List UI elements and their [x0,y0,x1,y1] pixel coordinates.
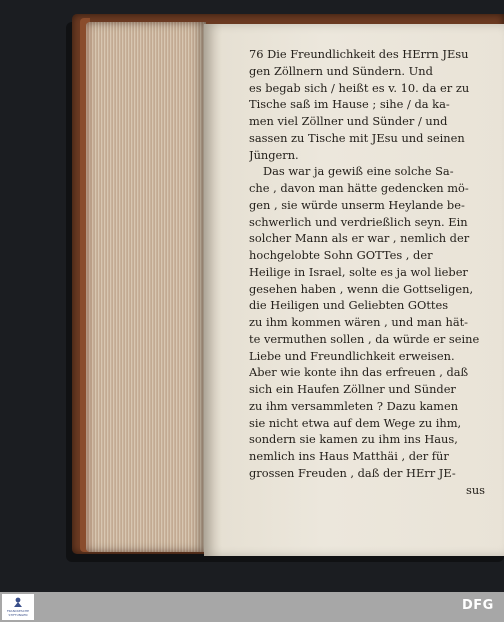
text-line: gen , sie würde unserm Heylande be- [249,197,465,212]
text-line: che , davon man hätte gedencken mö- [249,181,469,195]
library-logo-icon [12,596,24,608]
text-line: solcher Mann als er war , nemlich der [249,231,470,246]
library-logo-text: FRANCKESCHE STIFTUNGEN [6,610,30,617]
text-line: Aber wie konte ihn das erfreuen , daß [249,365,469,380]
library-logo[interactable] [2,594,34,620]
text-line: gesehen haben , wenn die Gottseligen, [249,281,474,296]
text-line: gen Zöllnern und Sündern. Und [249,63,433,78]
text-line: Jüngern. [249,147,299,162]
text-line: schwerlich und verdrießlich seyn. Ein [249,214,468,229]
text-line: hochgelobte Sohn GOTTes , der [249,248,433,262]
text-line: sassen zu Tische mit JEsu und seinen [249,130,465,145]
text-line: te vermuthen sollen , da würde er seine [249,331,480,346]
dfg-logo[interactable]: DFG [462,598,494,613]
text-line: men viel Zöllner und Sünder / und [249,114,448,128]
text-line: Heilige in Israel, solte es ja wol lieber [249,264,468,279]
text-line: sich ein Haufen Zöllner und Sünder [249,382,456,396]
text-line: die Heiligen und Geliebten GOttes [249,298,449,313]
text-line: Liebe und Freundlichkeit erweisen. [249,348,455,363]
page-header-line: 76 Die Freundlichkeit des HErrn JEsu [249,47,469,61]
text-line: nemlich ins Haus Matthäi , der für [249,449,449,463]
text-line: es begab sich / heißt es v. 10. da er zu [249,80,470,95]
page-edges [86,22,206,552]
page-text [249,46,489,498]
text-line: zu ihm versammleten ? Dazu kamen [249,398,459,413]
text-line: Tische saß im Hause ; sihe / da ka- [249,97,450,112]
text-line: zu ihm kommen wären , und man hät- [249,315,469,329]
text-line: sie nicht etwa auf dem Wege zu ihm, [249,415,462,430]
text-line: sondern sie kamen zu ihm ins Haus, [249,432,458,447]
text-line: grossen Freuden , daß der HErr JE- [249,465,456,480]
catchword: sus [465,482,485,497]
viewer-footer-bar [0,592,504,622]
text-line: Das war ja gewiß eine solche Sa- [263,164,454,179]
